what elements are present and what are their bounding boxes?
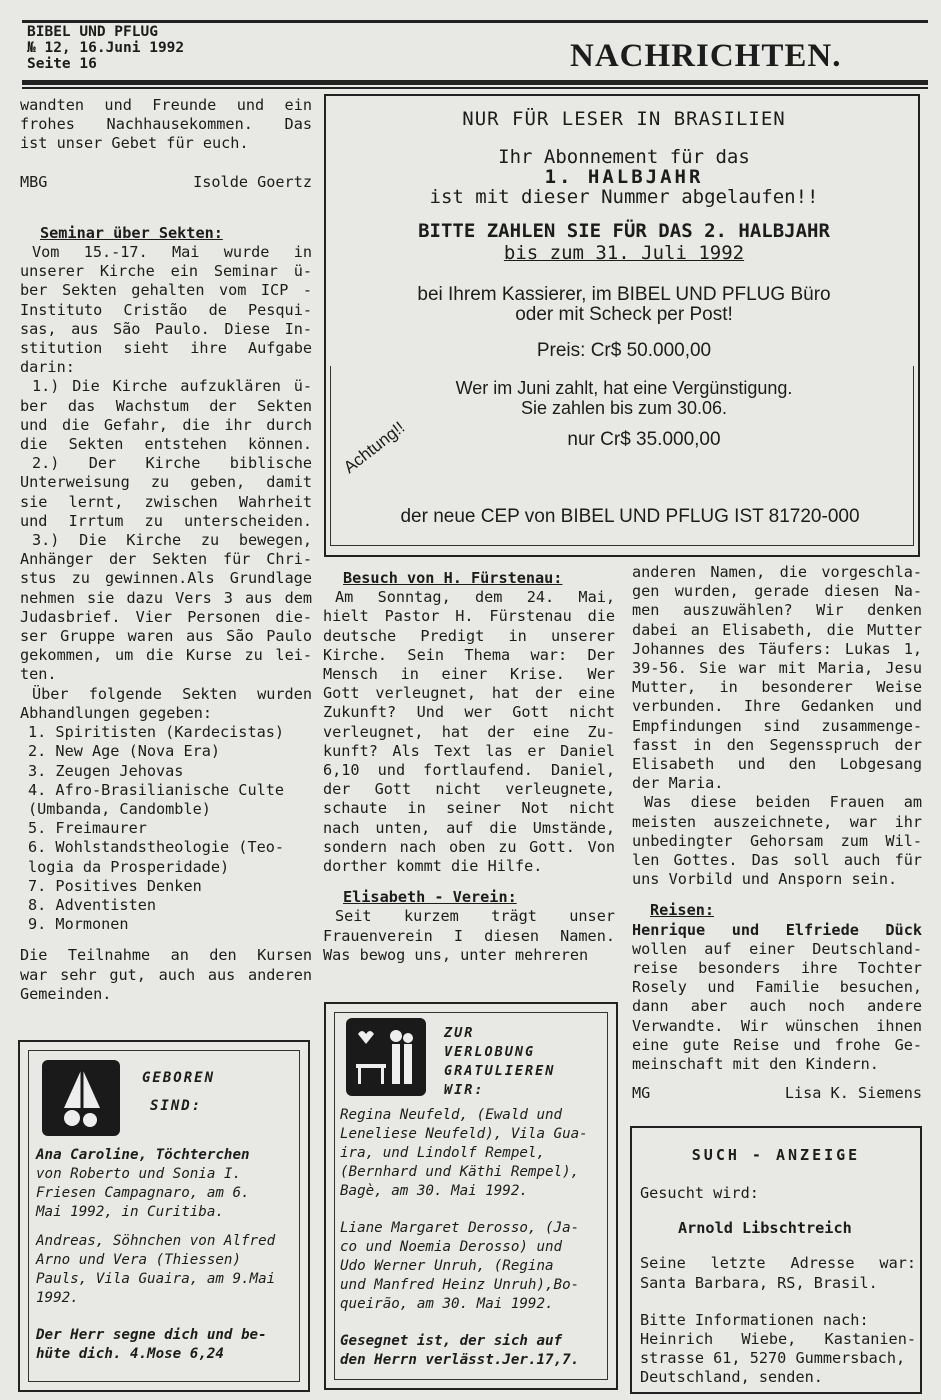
signature-siemens <box>632 1084 922 1103</box>
text-line: dabei an Elisabeth, die Mutter <box>632 620 922 639</box>
text-line: Anhänger der Sekten für Chri- <box>20 550 312 569</box>
text-line: sondern nach oben zu Gott. Von <box>323 837 615 856</box>
notice-halbjahr: 1. HALBJAHR <box>544 166 704 188</box>
text-line: ber das Wachstum der Sekten <box>20 396 312 415</box>
text-line: Vom 15.-17. Mai wurde in <box>32 243 312 262</box>
text-line: stus zu gewinnen.Als Grundlage <box>20 569 312 588</box>
text-line: verleugnet, hat der eine Zu- <box>323 722 615 741</box>
signature-org: MG <box>632 1084 651 1103</box>
discount-frame <box>330 366 914 546</box>
text-line: Judasbrief. Vier Personen die- <box>20 607 312 626</box>
text-line: WIR: <box>444 1082 485 1098</box>
header-rule-thin <box>22 87 928 89</box>
text-line: dorther kommt die Hilfe. <box>323 857 543 876</box>
seminar-paragraph <box>20 243 312 723</box>
text-line: strasse 61, 5270 Gummersbach, <box>640 1349 906 1368</box>
text-line: 1992. <box>36 1290 79 1306</box>
seminar-heading: Seminar über Sekten: <box>40 223 223 242</box>
text-line: 2.) Der Kirche biblische <box>32 454 312 473</box>
text-line: 6,10 und fortlaufend. Daniel, <box>323 761 615 780</box>
text-line: Ana Caroline, Töchterchen <box>36 1147 250 1163</box>
section-title: NACHRICHTEN. <box>570 38 842 74</box>
birth-subtitle: SIND: <box>150 1098 203 1114</box>
besuch-heading: Besuch von H. Fürstenau: <box>343 569 563 587</box>
text-line: Instituto Cristão de Pesqui- <box>20 300 312 319</box>
issue-info: № 12, 16.Juni 1992 <box>27 40 185 56</box>
text-line: die Sekten entstehen können. <box>20 435 312 454</box>
signature-author: Isolde Goertz <box>193 172 312 191</box>
text-line: stitution sieht ihre Aufgabe <box>20 339 312 358</box>
sekten-list <box>20 723 312 934</box>
text-line: 1. Spiritisten (Kardecistas) <box>28 723 285 742</box>
signature-org: MBG <box>20 172 48 191</box>
text-line: der Maria. <box>632 774 724 793</box>
notice-deadline: bis zum 31. Juli 1992 <box>503 242 745 264</box>
text-line: 4. Afro-Brasilianische Culte <box>28 780 285 799</box>
text-line: Frauenverein I diesen Namen. <box>323 926 615 945</box>
text-line: kunft? Als Text las er Daniel <box>323 741 615 760</box>
text-line: Johannes des Täufers: Lukas 1, <box>632 639 922 658</box>
text-line: Was bewog uns, unter mehreren <box>323 945 589 964</box>
blessing <box>36 1326 275 1364</box>
text-line: 39-56. Sie war mit Maria, Jesu <box>632 659 922 678</box>
reisen-paragraph <box>632 921 922 1075</box>
birth-entries <box>36 1146 275 1364</box>
masthead <box>27 24 184 72</box>
engagement-title <box>444 1024 555 1100</box>
text-line: Arno und Vera (Thiessen) <box>36 1252 241 1268</box>
notice-line: bei Ihrem Kassierer, im BIBEL UND PFLUG Büro <box>417 284 831 305</box>
text-line: Empfindungen sind zusammenge- <box>632 716 922 735</box>
text-line: nehmen sie dazu Vers 3 aus dem <box>20 588 312 607</box>
text-line: 7. Positives Denken <box>28 876 202 895</box>
notice-price: Preis: Cr$ 50.000,00 <box>536 340 712 361</box>
text-line: meisten auszeichnete, war ihr <box>632 812 922 831</box>
text-line: uns Vorbild und Ansporn sein. <box>632 870 898 889</box>
text-line: hielt Pastor H. Fürstenau die <box>323 607 615 626</box>
verein-paragraph <box>323 907 615 965</box>
birth-entry <box>36 1146 275 1222</box>
text-line: sie lernt, zwischen Wahrheit <box>20 492 312 511</box>
text-line: ira, und Lindolf Rempel, <box>340 1145 545 1161</box>
text-line: Kirche. Sein Thema war: Der <box>323 645 615 664</box>
text-line: 3. Zeugen Jehovas <box>28 761 184 780</box>
text-line: Mensch in einer Krise. Wer <box>323 665 615 684</box>
search-ad-box <box>630 1126 922 1394</box>
missing-person-name: Arnold Libschtreich <box>678 1219 852 1238</box>
text-line: ist unser Gebet für euch. <box>20 134 249 153</box>
besuch-paragraph <box>323 588 615 876</box>
text-line: Seit kurzem trägt unser <box>335 907 615 926</box>
text-line: meinschaft mit den Kindern. <box>632 1055 879 1074</box>
text-line: 2. New Age (Nova Era) <box>28 742 221 761</box>
text-line: anderen Namen, die vorgeschla- <box>632 563 922 581</box>
text-line: Gott verleugnet, hat der eine <box>323 684 615 703</box>
text-line: Bagè, am 30. Mai 1992. <box>340 1183 528 1199</box>
text-line: men auszuwählen? Wir denken <box>632 601 922 620</box>
text-line: unserer Kirche ein Seminar ü- <box>20 262 312 281</box>
text-line: Santa Barbara, RS, Brasil. <box>640 1273 878 1292</box>
right-column <box>632 563 922 1103</box>
engagement-entry <box>340 1106 588 1201</box>
notice-discount-price: nur Cr$ 35.000,00 <box>567 429 721 450</box>
signature-author: Lisa K. Siemens <box>784 1084 922 1103</box>
text-line: Elisabeth und den Lobgesang <box>632 755 922 774</box>
outro-paragraph <box>20 946 312 1004</box>
text-line: Gesucht wird: <box>640 1184 759 1202</box>
text-line: ber Sekten gehalten vom ICP - <box>20 281 312 300</box>
couple-icon <box>346 1018 426 1096</box>
text-line: Bitte Informationen nach: <box>640 1310 869 1329</box>
text-line: verbunden. Ihre Gedanken und <box>632 697 922 716</box>
engagement-announcement-box <box>324 1002 618 1390</box>
text-line: wollen auf einer Deutschland- <box>632 939 922 958</box>
notice-line: ist mit dieser Nummer abgelaufen!! <box>429 186 819 208</box>
text-line: war sehr gut, auch aus anderen <box>20 965 312 984</box>
text-line: Abhandlungen gegeben: <box>20 703 213 722</box>
header-rule-thick <box>22 80 928 85</box>
text-line: 6. Wohlstandstheologie (Teo- <box>28 838 285 857</box>
text-line: VERLOBUNG <box>444 1044 536 1060</box>
text-line: ZUR <box>444 1025 475 1041</box>
achtung-stamp: Achtung!! <box>340 417 409 477</box>
text-line: Andreas, Söhnchen von Alfred <box>36 1233 276 1249</box>
text-line: der Gott nicht verleugnete, <box>323 780 615 799</box>
text-line: 1.) Die Kirche aufzuklären ü- <box>32 377 312 396</box>
text-line: nach unten, auf die Umstände, <box>323 818 615 837</box>
text-line: und Irrtum zu unterscheiden. <box>20 511 312 530</box>
text-line: 9. Mormonen <box>28 915 129 934</box>
text-line: frohes Nachhausekommen. Das <box>20 115 312 134</box>
middle-column <box>323 569 615 965</box>
text-line: deutsche Predigt in unserer <box>323 626 615 645</box>
text-line: Friesen Campagnaro, am 6. <box>36 1185 250 1201</box>
birth-title: GEBOREN <box>142 1070 216 1086</box>
text-line: Mutter, in besonderer Weise <box>632 678 922 697</box>
text-line: von Roberto und Sonia I. <box>36 1166 241 1182</box>
birth-entry <box>36 1232 275 1308</box>
text-line: Leneliese Neufeld), Vila Gua- <box>340 1126 588 1142</box>
text-line: Am Sonntag, dem 24. Mai, <box>335 588 615 607</box>
text-line: und Manfred Heinz Unruh),Bo- <box>340 1277 580 1293</box>
publication-name: BIBEL UND PFLUG <box>27 24 158 40</box>
stork-baby-icon <box>42 1060 120 1136</box>
text-line: Henrique und Elfriede Dück <box>632 920 922 939</box>
text-line: 5. Freimaurer <box>28 819 147 838</box>
text-line: Was diese beiden Frauen am <box>644 793 922 812</box>
text-line: Rosely und Familie besuchen, <box>632 978 922 997</box>
engagement-entry <box>340 1219 588 1314</box>
text-line: unbedingter Gehorsam zum Wil- <box>632 831 922 850</box>
text-line: GRATULIEREN <box>444 1063 556 1079</box>
search-ad-body <box>640 1184 916 1388</box>
text-line: 3.) Die Kirche zu bewegen, <box>32 531 312 550</box>
text-line: Deutschland, senden. <box>640 1368 823 1387</box>
text-line: Liane Margaret Derosso, (Ja- <box>340 1220 580 1236</box>
text-line: Unterweisung zu geben, damit <box>20 473 312 492</box>
text-line: gen wurden, gerade diesen Na- <box>632 582 922 601</box>
search-ad-title: SUCH - ANZEIGE <box>691 1146 861 1164</box>
intro-paragraph <box>20 96 312 154</box>
blessing <box>340 1332 588 1370</box>
text-line: dann aber auch noch andere <box>632 997 922 1016</box>
notice-request: BITTE ZAHLEN SIE FÜR DAS 2. HALBJAHR <box>418 220 830 242</box>
elisabeth-continuation <box>632 563 922 889</box>
text-line: Zukunft? Und wer Gott nicht <box>323 703 615 722</box>
text-line: Mai 1992, in Curitiba. <box>36 1204 224 1220</box>
signature-goertz <box>20 173 312 192</box>
text-line: Über folgende Sekten wurden <box>32 684 312 703</box>
notice-line: Sie zahlen bis zum 30.06. <box>520 398 728 418</box>
text-line: fasst in den Segensspruch der <box>632 735 922 754</box>
engagement-entries <box>340 1106 588 1370</box>
text-line: queirão, am 30. Mai 1992. <box>340 1296 554 1312</box>
text-line: len Gottes. Das soll auch für <box>632 851 922 870</box>
text-line: Regina Neufeld, (Ewald und <box>340 1107 563 1123</box>
text-line: schaute in seiner Not nicht <box>323 799 615 818</box>
text-line: co und Noemia Derosso) und <box>340 1239 563 1255</box>
text-line: sas, aus São Paulo. Diese In- <box>20 319 312 338</box>
verein-heading: Elisabeth - Verein: <box>343 888 517 907</box>
text-line: wandten und Freunde und ein <box>20 96 312 114</box>
text-line: eine gute Reise und frohe Ge- <box>632 1035 922 1054</box>
text-line: Die Teilnahme an den Kursen <box>20 946 312 965</box>
notice-cep: der neue CEP von BIBEL UND PFLUG IST 81720-000 <box>400 506 860 527</box>
text-line: Der Herr segne dich und be- <box>36 1327 267 1343</box>
text-line: Gemeinden. <box>20 984 112 1003</box>
page-number: Seite 16 <box>27 56 97 72</box>
notice-title: NUR FÜR LESER IN BRASILIEN <box>462 108 786 130</box>
text-line: und die Gefahr, die ihr durch <box>20 415 312 434</box>
text-line: Verwandte. Wir wünschen ihnen <box>632 1016 922 1035</box>
notice-line: oder mit Scheck per Post! <box>515 304 733 325</box>
text-line: Udo Werner Unruh, (Regina <box>340 1258 554 1274</box>
text-line: Gesegnet ist, der sich auf <box>340 1333 563 1349</box>
text-line: hüte dich. 4.Mose 6,24 <box>36 1346 224 1362</box>
text-line: ten. <box>20 665 57 684</box>
text-line: reise besonders ihre Tochter <box>632 959 922 978</box>
text-line: logia da Prosperidade) <box>28 857 230 876</box>
left-column <box>20 96 312 1004</box>
text-line: 8. Adventisten <box>28 895 157 914</box>
text-line: Pauls, Vila Guaira, am 9.Mai <box>36 1271 276 1287</box>
birth-announcement-box <box>18 1040 310 1392</box>
text-line: Heinrich Wiebe, Kastanien- <box>640 1330 916 1349</box>
text-line: (Bernhard und Käthi Rempel), <box>340 1164 580 1180</box>
reisen-heading: Reisen: <box>650 901 715 920</box>
header-rule-top <box>22 20 928 23</box>
text-line: Seine letzte Adresse war: <box>640 1254 916 1273</box>
text-line: gekommen, um die Kurse zu lei- <box>20 646 312 665</box>
text-line: darin: <box>20 358 75 377</box>
notice-discount: Wer im Juni zahlt, hat eine Vergünstigung. <box>455 378 793 398</box>
text-line: (Umbanda, Candomble) <box>28 799 211 818</box>
text-line: den Herrn verlässt.Jer.17,7. <box>340 1352 580 1368</box>
text-line: ser Gruppe waren aus São Paulo <box>20 627 312 646</box>
notice-line: Ihr Abonnement für das <box>498 146 750 168</box>
